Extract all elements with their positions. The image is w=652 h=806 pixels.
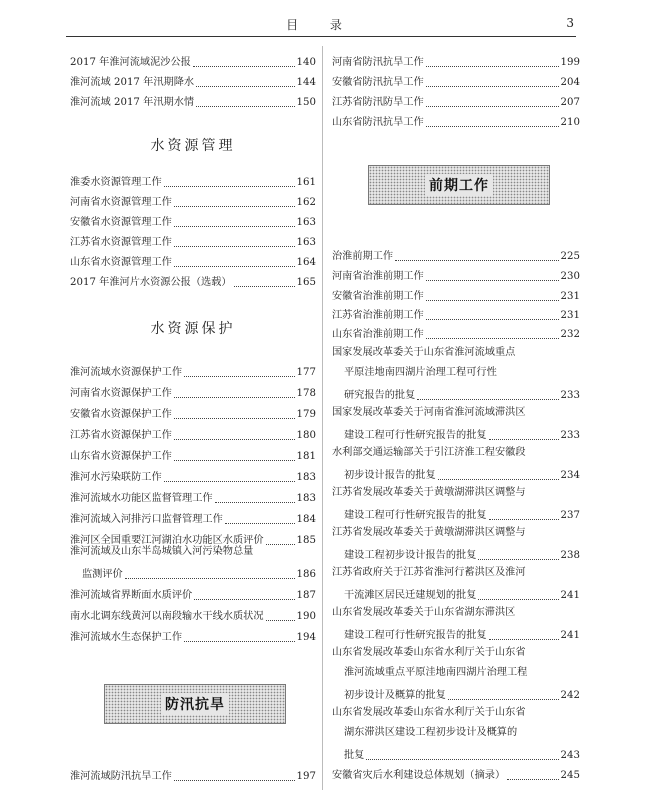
toc-entry[interactable] [70,70,316,90]
entry-page: 183 [296,472,316,483]
entry-title: 安徽省水资源管理工作 [70,217,172,228]
entry-title: 山东省水资源保护工作 [70,451,172,462]
section-title-water-resources-protection: 水资源保护 [150,321,236,337]
toc-entry[interactable] [70,507,316,527]
leader-dots [426,126,559,127]
leader-dots [174,206,295,207]
entry-page: 183 [296,493,316,504]
entry-title: 淮委水资源管理工作 [70,177,162,188]
toc-entry[interactable] [70,423,316,443]
entry-title: 干流滩区居民迁建规划的批复 [344,590,477,601]
leader-dots [478,559,558,560]
entry-title: 治淮前期工作 [332,251,394,262]
toc-entry[interactable] [332,284,580,304]
toc-entry[interactable] [70,210,316,230]
entry-title-line[interactable]: 国家发展改革委关于河南省淮河流域滞洪区 [332,407,526,418]
entry-title: 南水北调东线黄河以南段输水干线水质状况 [70,611,264,622]
entry-title: 山东省防汛抗旱工作 [332,117,424,128]
entry-page: 233 [560,390,580,401]
header-title: 目 录 [286,18,356,32]
entry-title: 河南省水资源管理工作 [70,197,172,208]
leader-dots [184,641,294,642]
toc-entry[interactable] [70,381,316,401]
page-number: 3 [566,16,574,30]
leader-dots [426,280,559,281]
section-banner-flood-drought [104,684,286,724]
toc-entry[interactable] [70,270,316,290]
entry-title: 淮河区全国重要江河湖泊水功能区水质评价 [70,535,264,546]
toc-entry[interactable] [344,423,580,443]
toc-entry[interactable] [332,50,580,70]
leader-dots [174,266,295,267]
entry-page: 204 [560,77,580,88]
entry-title: 江苏省治淮前期工作 [332,310,424,321]
entry-title-line[interactable]: 江苏省发展改革委关于黄墩湖滞洪区调整与 [332,527,526,538]
leader-dots [196,86,294,87]
leader-dots [196,106,294,107]
entry-page: 163 [296,237,316,248]
entry-page: 163 [296,217,316,228]
entry-page: 243 [560,750,580,761]
entry-title-line[interactable]: 江苏省政府关于江苏省淮河行蓄洪区及淮河 [332,567,526,578]
entry-page: 210 [560,117,580,128]
toc-entry[interactable] [70,402,316,422]
entry-title: 2017 年淮河流域泥沙公报 [70,57,191,68]
entry-page: 238 [560,550,580,561]
entry-page: 225 [560,251,580,262]
entry-title: 淮河水污染联防工作 [70,472,162,483]
toc-entry[interactable] [70,444,316,464]
entry-title: 淮河流域水功能区监督管理工作 [70,493,213,504]
toc-entry[interactable] [70,465,316,485]
toc-entry[interactable] [344,623,580,643]
leader-dots [164,186,295,187]
leader-dots [174,226,295,227]
entry-title: 淮河流域入河排污口监督管理工作 [70,514,223,525]
leader-dots [174,460,295,461]
toc-entry[interactable] [70,170,316,190]
entry-page: 165 [296,277,316,288]
entry-page: 161 [296,177,316,188]
toc-entry[interactable] [70,625,316,645]
leader-dots [507,779,558,780]
toc-entry[interactable] [344,503,580,523]
leader-dots [125,578,295,579]
entry-title: 河南省水资源保护工作 [70,388,172,399]
toc-entry[interactable] [332,90,580,110]
entry-title: 山东省水资源管理工作 [70,257,172,268]
leader-dots [184,376,294,377]
entry-page: 245 [560,770,580,781]
entry-title: 江苏省防汛防旱工作 [332,97,424,108]
leader-dots [215,502,295,503]
leader-dots [489,439,559,440]
leader-dots [489,639,559,640]
entry-page: 190 [296,611,316,622]
leader-dots [426,319,559,320]
leader-dots [417,399,558,400]
entry-page: 164 [296,257,316,268]
entry-page: 162 [296,197,316,208]
entry-page: 233 [560,430,580,441]
entry-title: 安徽省治淮前期工作 [332,291,424,302]
entry-page: 178 [296,388,316,399]
toc-entry[interactable] [70,230,316,250]
entry-title-line[interactable]: 山东省发展改革委山东省水利厅关于山东省 [332,647,526,658]
toc-entry[interactable] [332,763,580,783]
toc-entry[interactable] [70,250,316,270]
entry-title: 建设工程可行性研究报告的批复 [344,430,487,441]
entry-page: 184 [296,514,316,525]
entry-page: 241 [560,590,580,601]
toc-entry[interactable] [70,360,316,380]
toc-entry[interactable] [344,383,580,403]
entry-title: 初步设计报告的批复 [344,470,436,481]
toc-entry[interactable] [70,190,316,210]
leader-dots [174,418,295,419]
section-banner-preliminary-work [368,165,550,205]
leader-dots [426,86,559,87]
leader-dots [395,260,558,261]
entry-page: 231 [560,310,580,321]
toc-entry[interactable] [332,264,580,284]
toc-entry[interactable] [344,743,580,763]
entry-title: 安徽省灾后水利建设总体规划（摘录） [332,770,506,781]
leader-dots [448,699,559,700]
entry-title: 建设工程可行性研究报告的批复 [344,510,487,521]
entry-title: 研究报告的批复 [344,390,416,401]
entry-page: 144 [296,77,316,88]
toc-entry[interactable] [70,90,316,110]
entry-title: 河南省治淮前期工作 [332,271,424,282]
leader-dots [174,780,295,781]
entry-page: 199 [560,57,580,68]
entry-title: 淮河流域水生态保护工作 [70,632,183,643]
entry-page: 181 [296,451,316,462]
leader-dots [225,523,295,524]
leader-dots [164,481,295,482]
leader-dots [174,246,295,247]
leader-dots [193,66,295,67]
entry-title: 建设工程可行性研究报告的批复 [344,630,487,641]
toc-entry[interactable] [332,110,580,130]
entry-page: 197 [296,771,316,782]
leader-dots [426,300,559,301]
toc-entry[interactable] [70,604,316,624]
entry-title: 淮河流域防汛抗旱工作 [70,771,172,782]
toc-entry[interactable] [332,244,580,264]
entry-title-line[interactable]: 淮河流域及山东半岛城镇入河污染物总量 [70,546,254,557]
entry-page: 140 [296,57,316,68]
entry-title: 山东省治淮前期工作 [332,329,424,340]
banner-label: 前期工作 [425,174,493,196]
toc-entry[interactable] [344,463,580,483]
entry-title-line[interactable]: 淮河流域重点平原洼地南四湖片治理工程 [344,667,528,678]
entry-page: 242 [560,690,580,701]
entry-page: 237 [560,510,580,521]
entry-title: 江苏省水资源保护工作 [70,430,172,441]
entry-title: 淮河流域 2017 年汛期水情 [70,97,195,108]
toc-entry[interactable] [70,583,316,603]
entry-title-line[interactable]: 水利部交通运输部关于引江济淮工程安徽段 [332,447,526,458]
toc-entry[interactable] [332,70,580,90]
toc-entry[interactable] [70,50,316,70]
entry-title: 江苏省水资源管理工作 [70,237,172,248]
column-divider [322,46,323,790]
entry-page: 232 [560,329,580,340]
toc-entry[interactable] [82,562,316,582]
entry-title: 建设工程初步设计报告的批复 [344,550,477,561]
entry-page: 194 [296,632,316,643]
entry-page: 186 [296,569,316,580]
entry-page: 230 [560,271,580,282]
leader-dots [438,479,559,480]
leader-dots [478,599,558,600]
leader-dots [426,338,559,339]
entry-title: 安徽省防汛抗旱工作 [332,77,424,88]
entry-title: 2017 年淮河片水资源公报（选载） [70,277,232,288]
entry-page: 177 [296,367,316,378]
page-header [66,14,576,37]
entry-title-line[interactable]: 国家发展改革委关于山东省淮河流域重点 [332,347,516,358]
entry-page: 187 [296,590,316,601]
toc-entry[interactable] [344,683,580,703]
entry-title: 初步设计及概算的批复 [344,690,446,701]
entry-page: 179 [296,409,316,420]
leader-dots [489,519,559,520]
entry-page: 185 [296,535,316,546]
toc-entry[interactable] [344,543,580,563]
entry-page: 231 [560,291,580,302]
entry-title-line[interactable]: 平原洼地南四湖片治理工程可行性 [344,367,497,378]
leader-dots [174,397,295,398]
leader-dots [266,620,295,621]
entry-title-line[interactable]: 山东省发展改革委山东省水利厅关于山东省 [332,707,526,718]
entry-page: 150 [296,97,316,108]
toc-entry[interactable] [332,322,580,342]
section-title-water-resources-management: 水资源管理 [150,138,236,154]
entry-title-line[interactable]: 江苏省发展改革委关于黄墩湖滞洪区调整与 [332,487,526,498]
toc-entry[interactable] [70,764,316,784]
leader-dots [426,106,559,107]
leader-dots [234,286,295,287]
entry-title-line[interactable]: 山东省发展改革委关于山东省湖东滞洪区 [332,607,516,618]
entry-title: 批复 [344,750,365,761]
banner-label: 防汛抗旱 [161,693,229,715]
leader-dots [426,66,559,67]
leader-dots [174,439,295,440]
entry-title: 监测评价 [82,569,123,580]
toc-entry[interactable] [344,583,580,603]
entry-title: 淮河流域省界断面水质评价 [70,590,193,601]
leader-dots [194,599,294,600]
entry-title: 安徽省水资源保护工作 [70,409,172,420]
entry-page: 234 [560,470,580,481]
leader-dots [366,759,558,760]
entry-title: 淮河流域水资源保护工作 [70,367,183,378]
entry-title: 河南省防汛抗旱工作 [332,57,424,68]
entry-title: 淮河流域 2017 年汛期降水 [70,77,195,88]
entry-page: 180 [296,430,316,441]
entry-page: 241 [560,630,580,641]
entry-title-line[interactable]: 湖东滞洪区建设工程初步设计及概算的 [344,727,518,738]
toc-entry[interactable] [332,303,580,323]
toc-entry[interactable] [70,486,316,506]
entry-page: 207 [560,97,580,108]
